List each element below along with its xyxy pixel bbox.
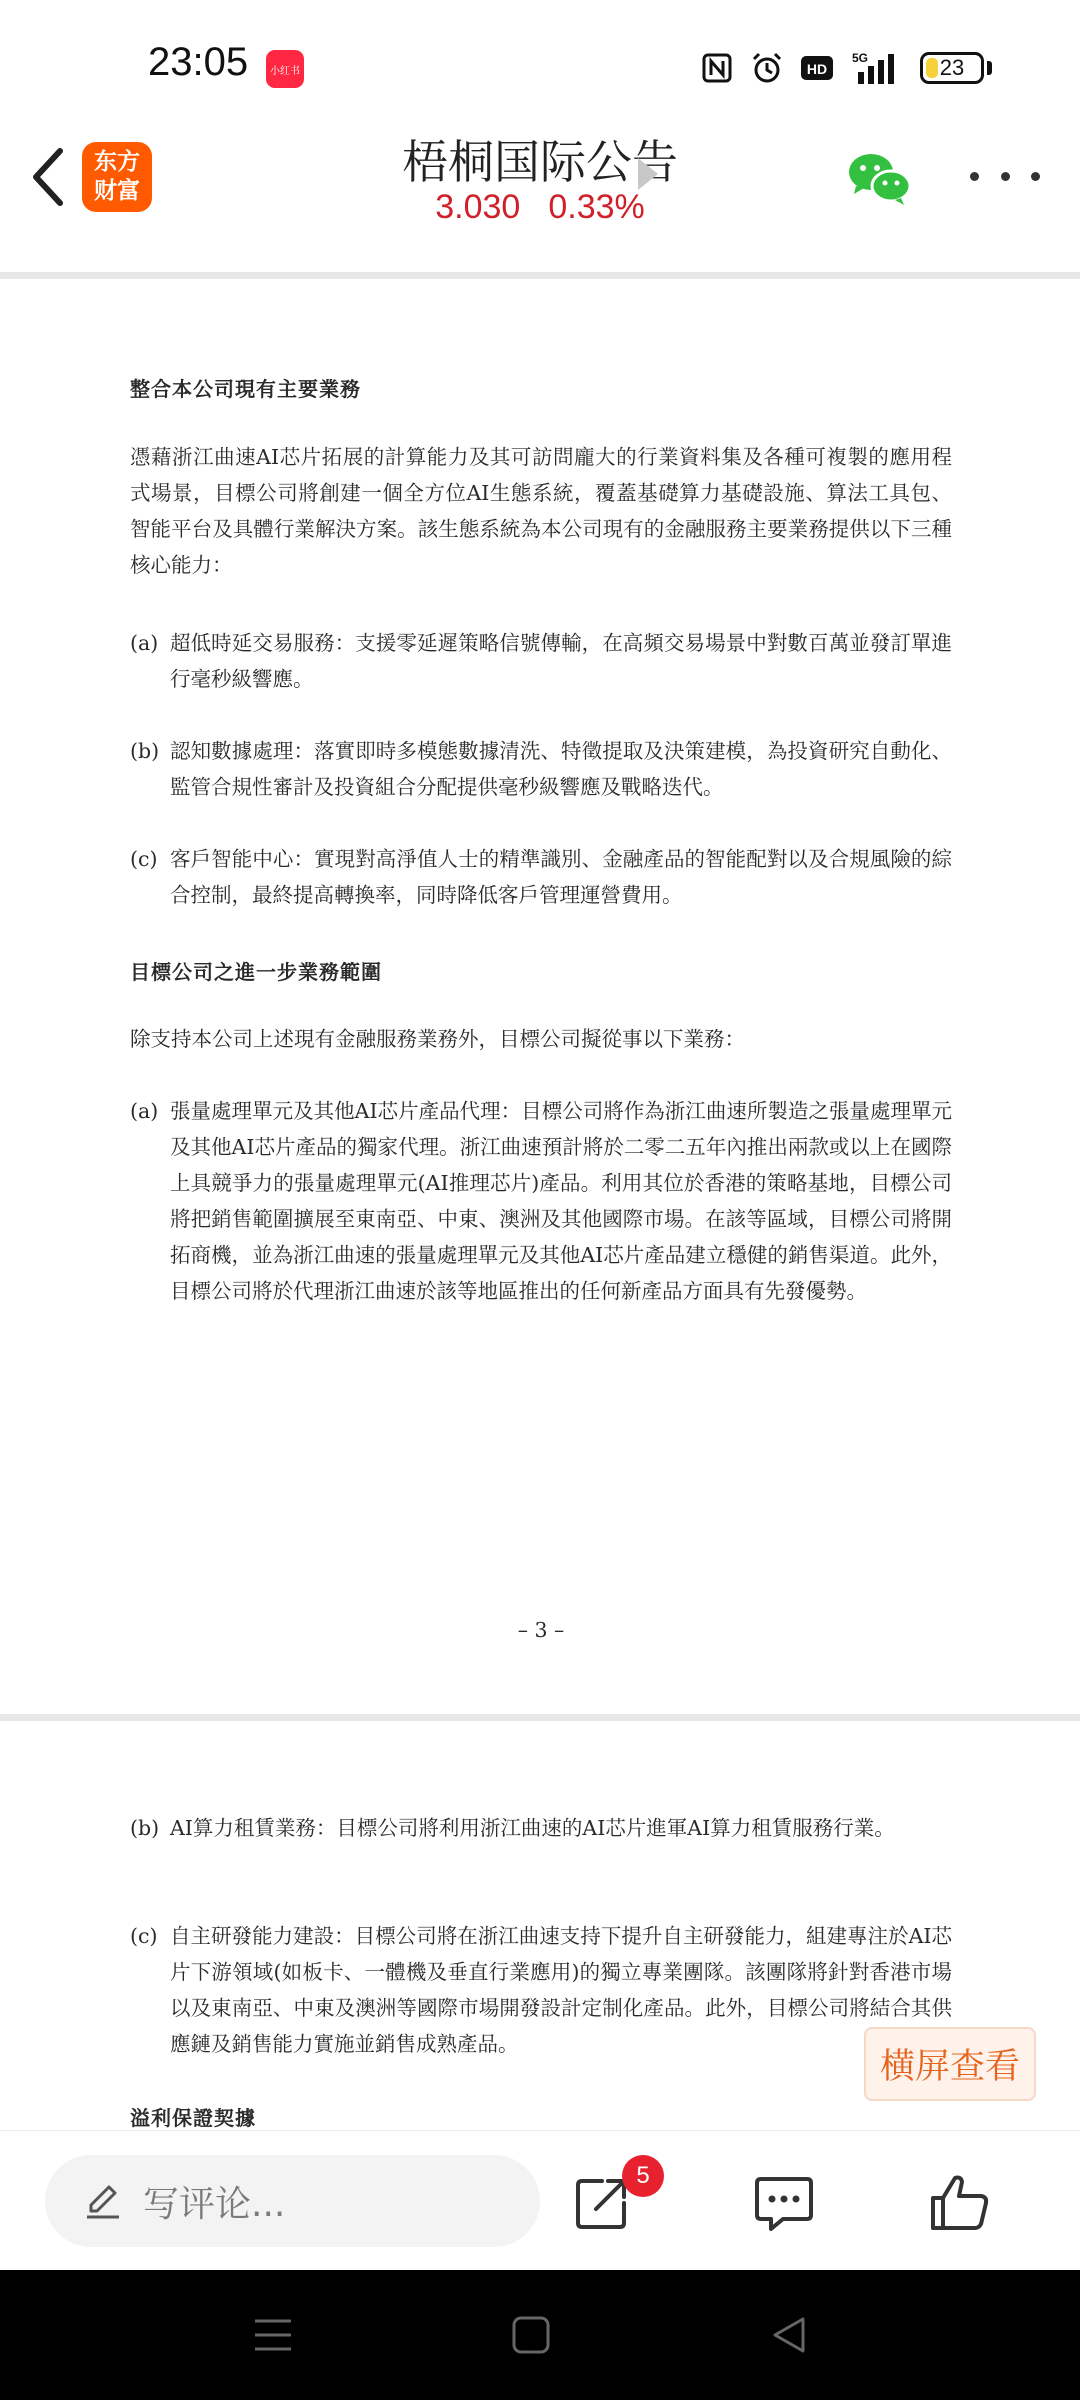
- battery-icon: [920, 52, 984, 84]
- section-heading: 整合本公司現有主要業務: [130, 377, 361, 401]
- announcement-document[interactable]: 整合本公司現有主要業務 憑藉浙江曲速AI芯片拓展的計算能力及其可訪問龐大的行業資料集及各種可複製的應用程式場景，目標公司將創建一個全方位AI生態系統，覆蓋基礎算力基礎設施、算法工具包、智能平台及具體行業解決方案。該生態系統為本公司現有的金融服務主要業務提供以下三種核心能力： (a) 超低時延交易服務：支援零延遲策略信號傳輸，在高頻交易場景中對數百萬並發訂單進行毫秒級響應。 (b) 認知數據處理：落實即時多模態數據清洗、特徵提取及決策建模，為投資研究自動化、監管合規性審計及投資組合分配提供毫秒級響應及戰略迭代。 (c) 客戶智能中心：實現對高淨值人士的精準識別、金融產品的智能配對以及合規風險的綜合控制，最終提高轉換率，同時降低客戶管理運營費用。 目標公司之進一步業務範圍 除支持本公司上述現有金融服務業務外，目標公司擬從事以下業務： (a) 張量處理單元及其他AI芯片產品代理：目標公司將作為浙江曲速所製造之張量處理單元及其他AI芯片產品的獨家代理。浙江曲速預計將於二零二五年內推出兩款或以上在國際上具競爭力的張量處理單元(AI推理芯片)產品。利用其位於香港的策略基地，目標公司將把銷售範圍擴展至東南亞、中東、澳洲及其他國際市場。在該等區域，目標公司將開拓商機，並為浙江曲速的張量處理單元及其他AI芯片產品建立穩健的銷售渠道。此外，目標公司將於代理浙江曲速於該等地區推出的任何新產品方面具有先發優勢。 – 3 – (b) AI算力租賃業務：目標公司將利用浙江曲速的AI芯片進軍AI算力租賃服務行業。 (c) 自主研發能力建設：目標公司將在浙江曲速支持下提升自主研發能力，組建專注於AI芯片下游領域(如板卡、一體機及垂直行業應用)的獨立專業團隊。該團隊將針對香港市場以及東南亞、中東及澳洲等國際市場開發設計定制化產品。此外，目標公司將結合其供應鏈及銷售能力實施並銷售成熟產品。 溢利保證契據: [0, 240, 1080, 2130]
- thumbs-up-icon: [929, 2172, 991, 2234]
- dot-icon: [1001, 172, 1010, 181]
- dot-icon: [1031, 172, 1040, 181]
- page-number: – 3 –: [517, 1618, 565, 1642]
- wechat-share-icon[interactable]: [846, 148, 912, 208]
- menu-icon: [253, 2315, 293, 2355]
- dot-icon: [970, 172, 979, 181]
- paragraph: 除支持本公司上述現有金融服務業務外，目標公司擬從事以下業務：: [130, 1027, 745, 1051]
- page-title: 梧桐国际公告: [402, 135, 678, 189]
- home-button[interactable]: [506, 2310, 556, 2360]
- alarm-icon: [750, 51, 784, 85]
- chat-bubble-icon: [753, 2173, 815, 2233]
- stock-price: 3.030: [435, 188, 521, 226]
- recent-apps-button[interactable]: [248, 2310, 298, 2360]
- system-navigation-bar: [0, 2270, 1080, 2400]
- eastmoney-logo[interactable]: 东方 财富: [82, 142, 152, 212]
- comments-button[interactable]: [752, 2171, 816, 2235]
- status-icons: [700, 48, 898, 88]
- bottom-toolbar: [0, 2130, 1080, 2271]
- status-bar: [0, 0, 1080, 120]
- svg-text:5G: 5G: [852, 51, 869, 65]
- status-time: 23:05: [148, 40, 249, 84]
- battery-tip: [987, 61, 992, 75]
- back-nav-button[interactable]: [764, 2310, 814, 2360]
- home-square-icon: [511, 2315, 551, 2355]
- pen-icon: [83, 2181, 123, 2221]
- header-bar: [0, 120, 1080, 240]
- hd-icon: [800, 51, 834, 85]
- page-separator: [0, 272, 1080, 279]
- triangle-right-icon[interactable]: [638, 158, 658, 190]
- stock-quote: [0, 188, 1080, 227]
- stock-change: 0.33%: [548, 188, 645, 226]
- page-separator: [0, 1714, 1080, 1721]
- xiaohongshu-notification-icon: 小红书: [266, 50, 304, 88]
- more-options-button[interactable]: [970, 156, 1040, 196]
- paragraph: 憑藉浙江曲速AI芯片拓展的計算能力及其可訪問龐大的行業資料集及各種可複製的應用程式場景，目標公司將創建一個全方位AI生態系統，覆蓋基礎算力基礎設施、算法工具包、智能平台及具體行業解決方案。該生態系統為本公司現有的金融服務主要業務提供以下三種核心能力：: [130, 445, 952, 577]
- landscape-view-button[interactable]: 横屏查看: [864, 2027, 1036, 2101]
- share-count-badge: 5: [622, 2155, 664, 2197]
- triangle-back-icon: [769, 2315, 809, 2355]
- svg-text:HD: HD: [806, 61, 828, 77]
- section-heading: 溢利保證契據: [130, 2106, 256, 2130]
- nfc-icon: [700, 51, 734, 85]
- section-heading: 目標公司之進一步業務範圍: [130, 960, 382, 984]
- like-button[interactable]: [928, 2171, 992, 2235]
- battery-level: 23: [939, 55, 965, 80]
- comment-input[interactable]: [45, 2155, 540, 2247]
- signal-5g-icon: [850, 51, 898, 85]
- comment-placeholder: 写评论...: [143, 2183, 286, 2225]
